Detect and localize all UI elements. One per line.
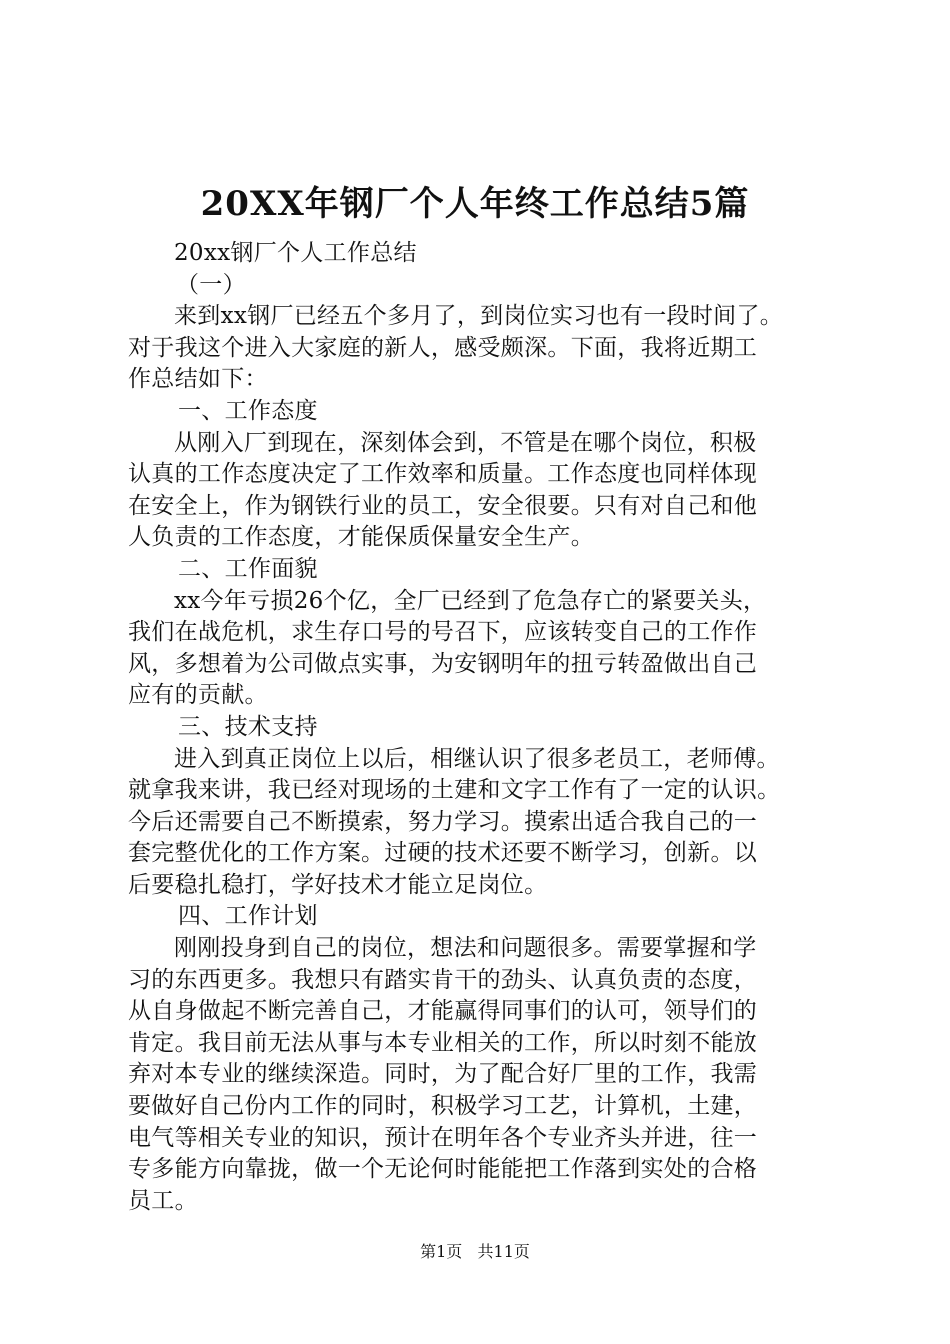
paragraph-line: 今后还需要自己不断摸索，努力学习。摸索出适合我自己的一 (128, 808, 758, 835)
paragraph-line: 员工。 (128, 1187, 198, 1214)
paragraph-line: 对于我这个进入大家庭的新人，感受颇深。下面，我将近期工 (128, 334, 758, 361)
paragraph-line: 专多能方向靠拢，做一个无论何时能能把工作落到实处的合格 (128, 1156, 758, 1183)
paragraph-line: 从刚入厂到现在，深刻体会到，不管是在哪个岗位，积极 (174, 429, 757, 456)
paragraph-line: 风，多想着为公司做点实事，为安钢明年的扭亏转盈做出自己 (128, 650, 758, 677)
paragraph-line: 习的东西更多。我想只有踏实肯干的劲头、认真负责的态度， (128, 966, 758, 993)
page-separator (467, 1242, 472, 1261)
paragraph-line: 人负责的工作态度，才能保质保量安全生产。 (128, 524, 594, 551)
paragraph-line: 应有的贡献。 (128, 682, 268, 709)
paragraph-line: 肯定。我目前无法从事与本专业相关的工作，所以时刻不能放 (128, 1029, 758, 1056)
paragraph-line: 作总结如下： (128, 366, 268, 393)
page-footer (0, 1242, 950, 1262)
part-number: （一） (176, 271, 246, 298)
paragraph-line: 从自身做起不断完善自己，才能赢得同事们的认可，领导们的 (128, 998, 758, 1025)
section-heading: 四、工作计划 (178, 903, 318, 930)
paragraph-line: 来到xx钢厂已经五个多月了，到岗位实习也有一段时间了。 (174, 303, 784, 330)
paragraph-line: 刚刚投身到自己的岗位，想法和问题很多。需要掌握和学 (174, 935, 757, 962)
document-body (128, 238, 858, 1217)
page-number: 第1页 (420, 1242, 463, 1261)
page-total: 共11页 (477, 1242, 530, 1261)
paragraph-line: xx今年亏损26个亿，全厂已经到了危急存亡的紧要关头， (174, 587, 767, 614)
paragraph-line: 认真的工作态度决定了工作效率和质量。工作态度也同样体现 (128, 461, 758, 488)
paragraph-line: 就拿我来讲，我已经对现场的土建和文字工作有了一定的认识。 (128, 777, 781, 804)
paragraph-line: 电气等相关专业的知识，预计在明年各个专业齐头并进，往一 (128, 1124, 758, 1151)
paragraph-line: 进入到真正岗位上以后，相继认识了很多老员工，老师傅。 (174, 745, 780, 772)
paragraph-line: 在安全上，作为钢铁行业的员工，安全很要。只有对自己和他 (128, 492, 758, 519)
paragraph-line: 我们在战危机，求生存口号的号召下，应该转变自己的工作作 (128, 619, 758, 646)
section-subtitle: 20xx钢厂个人工作总结 (174, 240, 417, 266)
paragraph-line: 后要稳扎稳打，学好技术才能立足岗位。 (128, 871, 548, 898)
section-heading: 二、工作面貌 (178, 555, 318, 582)
section-heading: 三、技术支持 (178, 713, 318, 740)
document-title: 20XX年钢厂个人年终工作总结5篇 (200, 184, 750, 224)
paragraph-line: 套完整优化的工作方案。过硬的技术还要不断学习，创新。以 (128, 840, 758, 867)
section-heading: 一、工作态度 (178, 397, 318, 424)
paragraph-line: 弃对本专业的继续深造。同时，为了配合好厂里的工作，我需 (128, 1061, 758, 1088)
paragraph-line: 要做好自己份内工作的同时，积极学习工艺，计算机，土建， (128, 1093, 758, 1120)
